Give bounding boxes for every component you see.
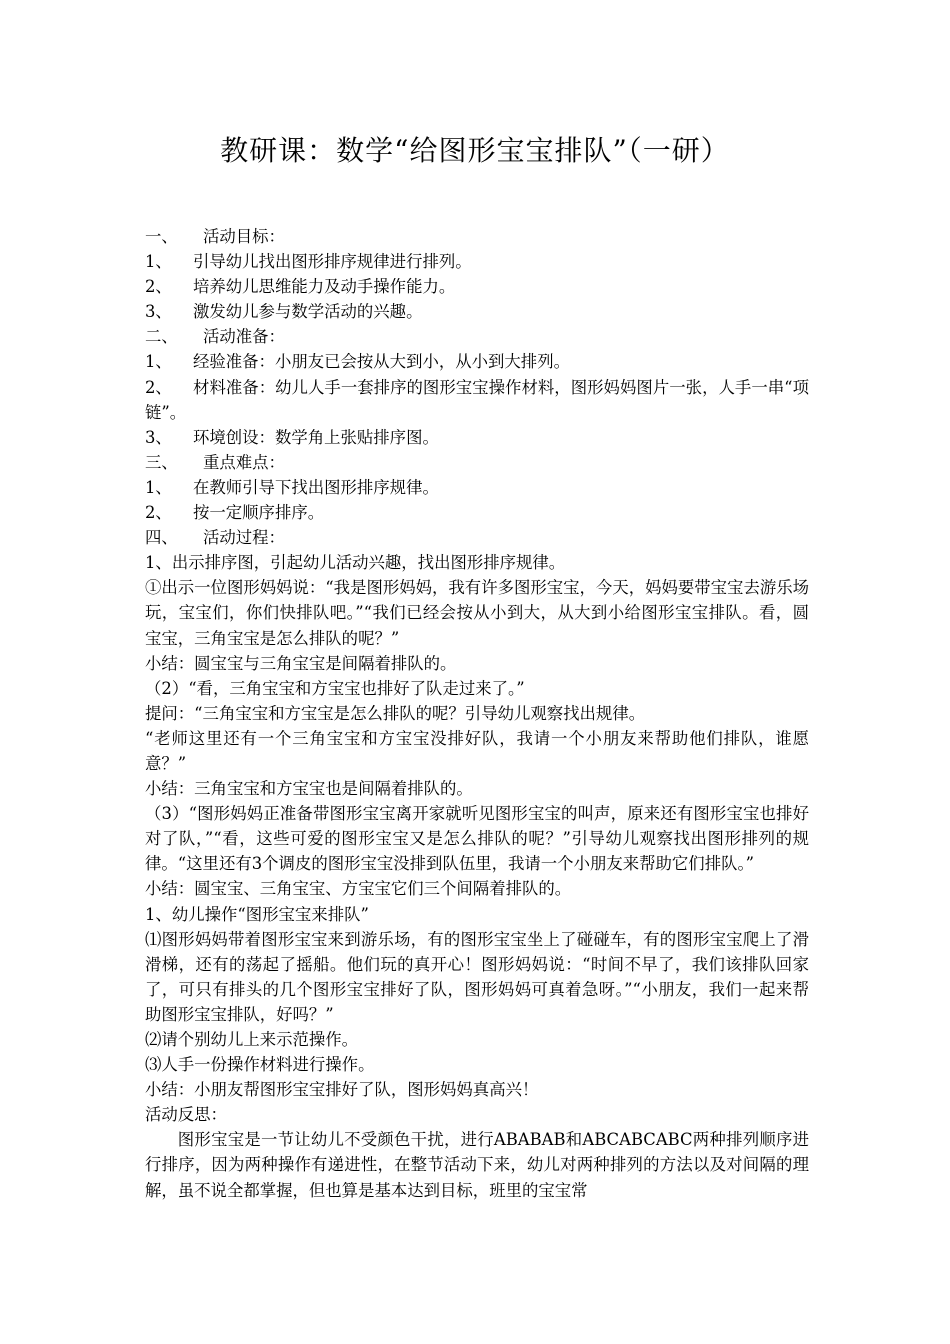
goal-item: 1、 引导幼儿找出图形排序规律进行排列。 — [145, 252, 472, 272]
question-paragraph: 提问：“三角宝宝和方宝宝是怎么排队的呢？引导幼儿观察找出规律。 — [145, 703, 646, 723]
reflection-paragraph: 图形宝宝是一节让幼儿不受颜色干扰，进行ABABAB和ABCABCABC两种排列顺序进行排序，因为两种操作有递进性，在整节活动下来，幼儿对两种排列的方法以及对间隔的理解，虽不说全都掌握，但也算是基本达到目标，班里的宝宝常 — [145, 1130, 809, 1200]
preparation-item: 1、 经验准备：小朋友已会按从大到小，从小到大排列。 — [145, 352, 570, 372]
section-heading-preparation: 二、 活动准备： — [145, 327, 285, 347]
preparation-item: 2、 材料准备：幼儿人手一套排序的图形宝宝操作材料，图形妈妈图片一张，人手一串“项链”。 — [145, 377, 809, 422]
summary-paragraph: 小结：圆宝宝与三角宝宝是间隔着排队的。 — [145, 653, 457, 673]
process-paragraph: ⑵请个别幼儿上来示范操作。 — [145, 1030, 359, 1049]
reflection-heading: 活动反思： — [145, 1105, 227, 1125]
process-paragraph: ⑴图形妈妈带着图形宝宝来到游乐场，有的图形宝宝坐上了碰碰车，有的图形宝宝爬上了滑滑梯，还有的荡起了摇船。他们玩的真开心！图形妈妈说：“时间不早了，我们该排队回家了，可只有排头的几个图形宝宝排好了队，图形妈妈可真着急呀。”“小朋友，我们一起来帮助图形宝宝排队，好吗？” — [145, 929, 809, 1024]
preparation-item: 3、 环境创设：数学角上张贴排序图。 — [145, 427, 439, 447]
section-heading-process: 四、 活动过程： — [145, 528, 285, 548]
goal-item: 3、 激发幼儿参与数学活动的兴趣。 — [145, 302, 423, 322]
summary-paragraph: 小结：圆宝宝、三角宝宝、方宝宝它们三个间隔着排队的。 — [145, 879, 572, 899]
process-paragraph: 1、幼儿操作“图形宝宝来排队” — [145, 904, 369, 924]
summary-paragraph: 小结：小朋友帮图形宝宝排好了队，图形妈妈真高兴！ — [145, 1080, 539, 1100]
section-heading-key-points: 三、 重点难点： — [145, 452, 285, 472]
process-paragraph: 1、出示排序图，引起幼儿活动兴趣，找出图形排序规律。 — [145, 553, 566, 573]
process-paragraph: ①出示一位图形妈妈说：“我是图形妈妈，我有许多图形宝宝，今天，妈妈要带宝宝去游乐场玩，宝宝们，你们快排队吧。”“我们已经会按从小到大，从大到小给图形宝宝排队。看，圆宝宝，三角宝宝是怎么排队的呢？” — [145, 578, 810, 648]
process-paragraph: “老师这里还有一个三角宝宝和方宝宝没排好队，我请一个小朋友来帮助他们排队，谁愿意？” — [145, 728, 809, 773]
process-paragraph: （2）“看，三角宝宝和方宝宝也排好了队走过来了。” — [145, 678, 525, 698]
summary-paragraph: 小结：三角宝宝和方宝宝也是间隔着排队的。 — [145, 779, 473, 799]
process-paragraph: （3）“图形妈妈正准备带图形宝宝离开家就听见图形宝宝的叫声，原来还有图形宝宝也排好对了队，”“看，这些可爱的图形宝宝又是怎么排队的呢？”引导幼儿观察找出图形排列的规律。“这里还有3个调皮的图形宝宝没排到队伍里，我请一个小朋友来帮助它们排队。” — [145, 804, 809, 874]
document-body — [145, 224, 809, 1203]
process-paragraph: ⑶人手一份操作材料进行操作。 — [145, 1055, 375, 1075]
document-title: 教研课：数学“给图形宝宝排队”（一研） — [220, 134, 730, 167]
key-point-item: 1、 在教师引导下找出图形排序规律。 — [145, 477, 439, 497]
goal-item: 2、 培养幼儿思维能力及动手操作能力。 — [145, 277, 456, 297]
section-heading-goals: 一、 活动目标： — [145, 227, 285, 246]
key-point-item: 2、 按一定顺序排序。 — [145, 503, 325, 523]
